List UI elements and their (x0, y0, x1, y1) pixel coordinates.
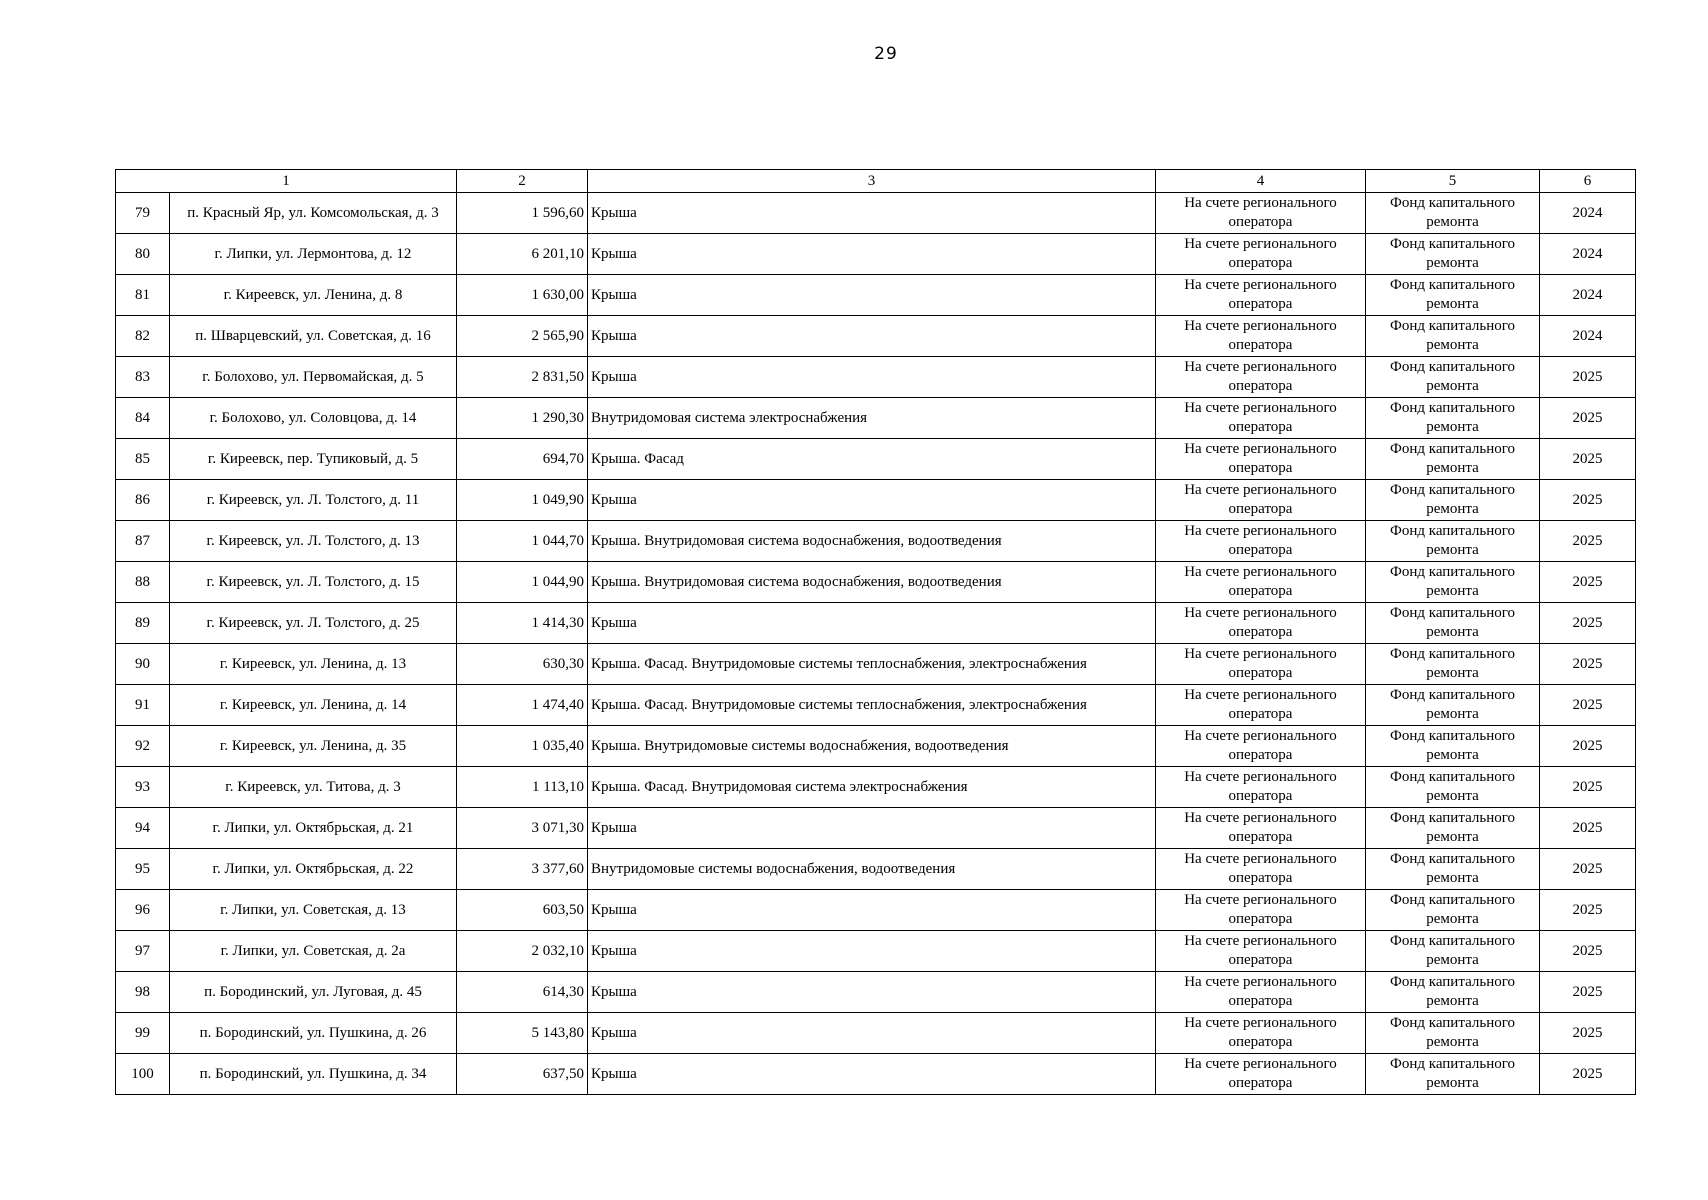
table-row (116, 644, 1636, 685)
area-cell: 1 049,90 (457, 480, 588, 521)
funding-source-cell: Фонд капитального ремонта (1366, 890, 1540, 931)
address-cell: г. Киреевск, ул. Титова, д. 3 (170, 767, 457, 808)
funding-source-cell: Фонд капитального ремонта (1366, 972, 1540, 1013)
row-number: 96 (116, 890, 170, 931)
table-row (116, 1013, 1636, 1054)
account-cell: На счете регионального оператора (1156, 193, 1366, 234)
column-number-2: 2 (457, 170, 588, 193)
table-row (116, 1054, 1636, 1095)
area-cell: 614,30 (457, 972, 588, 1013)
account-cell: На счете регионального оператора (1156, 644, 1366, 685)
table-row (116, 193, 1636, 234)
funding-source-cell: Фонд капитального ремонта (1366, 357, 1540, 398)
area-cell: 637,50 (457, 1054, 588, 1095)
row-number: 79 (116, 193, 170, 234)
table-row (116, 316, 1636, 357)
funding-source-cell: Фонд капитального ремонта (1366, 275, 1540, 316)
works-cell: Крыша (588, 1013, 1156, 1054)
row-number: 82 (116, 316, 170, 357)
year-cell: 2025 (1540, 890, 1636, 931)
year-cell: 2025 (1540, 603, 1636, 644)
funding-source-cell: Фонд капитального ремонта (1366, 398, 1540, 439)
table-row (116, 808, 1636, 849)
works-cell: Крыша (588, 275, 1156, 316)
year-cell: 2025 (1540, 808, 1636, 849)
works-cell: Крыша (588, 234, 1156, 275)
table-row (116, 480, 1636, 521)
table-row (116, 972, 1636, 1013)
address-cell: п. Красный Яр, ул. Комсомольская, д. 3 (170, 193, 457, 234)
works-cell: Крыша (588, 193, 1156, 234)
area-cell: 1 113,10 (457, 767, 588, 808)
area-cell: 603,50 (457, 890, 588, 931)
account-cell: На счете регионального оператора (1156, 316, 1366, 357)
address-cell: г. Киреевск, ул. Ленина, д. 13 (170, 644, 457, 685)
row-number: 87 (116, 521, 170, 562)
area-cell: 6 201,10 (457, 234, 588, 275)
funding-source-cell: Фонд капитального ремонта (1366, 767, 1540, 808)
account-cell: На счете регионального оператора (1156, 234, 1366, 275)
table-row (116, 562, 1636, 603)
row-number: 92 (116, 726, 170, 767)
funding-source-cell: Фонд капитального ремонта (1366, 562, 1540, 603)
row-number: 98 (116, 972, 170, 1013)
account-cell: На счете регионального оператора (1156, 726, 1366, 767)
address-cell: г. Липки, ул. Октябрьская, д. 22 (170, 849, 457, 890)
area-cell: 1 630,00 (457, 275, 588, 316)
row-number: 84 (116, 398, 170, 439)
works-cell: Крыша (588, 808, 1156, 849)
row-number: 86 (116, 480, 170, 521)
row-number: 99 (116, 1013, 170, 1054)
works-cell: Крыша (588, 972, 1156, 1013)
year-cell: 2024 (1540, 193, 1636, 234)
account-cell: На счете регионального оператора (1156, 972, 1366, 1013)
year-cell: 2025 (1540, 1054, 1636, 1095)
address-cell: г. Киреевск, ул. Ленина, д. 35 (170, 726, 457, 767)
column-number-row (116, 170, 1636, 193)
year-cell: 2024 (1540, 316, 1636, 357)
account-cell: На счете регионального оператора (1156, 1013, 1366, 1054)
address-cell: г. Болохово, ул. Соловцова, д. 14 (170, 398, 457, 439)
row-number: 85 (116, 439, 170, 480)
area-cell: 5 143,80 (457, 1013, 588, 1054)
address-cell: г. Киреевск, ул. Л. Толстого, д. 11 (170, 480, 457, 521)
account-cell: На счете регионального оператора (1156, 603, 1366, 644)
area-cell: 2 831,50 (457, 357, 588, 398)
year-cell: 2025 (1540, 357, 1636, 398)
area-cell: 1 474,40 (457, 685, 588, 726)
account-cell: На счете регионального оператора (1156, 890, 1366, 931)
funding-source-cell: Фонд капитального ремонта (1366, 234, 1540, 275)
address-cell: г. Болохово, ул. Первомайская, д. 5 (170, 357, 457, 398)
table-row (116, 398, 1636, 439)
account-cell: На счете регионального оператора (1156, 480, 1366, 521)
account-cell: На счете регионального оператора (1156, 275, 1366, 316)
account-cell: На счете регионального оператора (1156, 849, 1366, 890)
area-cell: 1 044,90 (457, 562, 588, 603)
works-cell: Крыша. Фасад. Внутридомовая система электроснабжения (588, 767, 1156, 808)
column-number-3: 3 (588, 170, 1156, 193)
table-row (116, 931, 1636, 972)
works-cell: Крыша (588, 931, 1156, 972)
account-cell: На счете регионального оператора (1156, 808, 1366, 849)
area-cell: 1 596,60 (457, 193, 588, 234)
row-number: 90 (116, 644, 170, 685)
year-cell: 2025 (1540, 644, 1636, 685)
row-number: 95 (116, 849, 170, 890)
address-cell: г. Липки, ул. Лермонтова, д. 12 (170, 234, 457, 275)
table-row (116, 439, 1636, 480)
area-cell: 1 290,30 (457, 398, 588, 439)
works-cell: Крыша. Внутридомовая система водоснабжения, водоотведения (588, 562, 1156, 603)
funding-source-cell: Фонд капитального ремонта (1366, 193, 1540, 234)
works-cell: Крыша. Фасад. Внутридомовые системы теплоснабжения, электроснабжения (588, 685, 1156, 726)
row-number: 83 (116, 357, 170, 398)
year-cell: 2024 (1540, 234, 1636, 275)
account-cell: На счете регионального оператора (1156, 562, 1366, 603)
funding-source-cell: Фонд капитального ремонта (1366, 931, 1540, 972)
year-cell: 2025 (1540, 767, 1636, 808)
column-number-1: 1 (116, 170, 457, 193)
works-cell: Крыша. Фасад (588, 439, 1156, 480)
address-cell: г. Киреевск, пер. Тупиковый, д. 5 (170, 439, 457, 480)
table-row (116, 726, 1636, 767)
account-cell: На счете регионального оператора (1156, 931, 1366, 972)
capital-repair-table (115, 169, 1636, 1095)
area-cell: 694,70 (457, 439, 588, 480)
account-cell: На счете регионального оператора (1156, 767, 1366, 808)
year-cell: 2025 (1540, 562, 1636, 603)
account-cell: На счете регионального оператора (1156, 685, 1366, 726)
address-cell: п. Бородинский, ул. Луговая, д. 45 (170, 972, 457, 1013)
table-row (116, 849, 1636, 890)
table-row (116, 890, 1636, 931)
works-cell: Крыша. Фасад. Внутридомовые системы теплоснабжения, электроснабжения (588, 644, 1156, 685)
works-cell: Внутридомовые системы водоснабжения, водоотведения (588, 849, 1156, 890)
funding-source-cell: Фонд капитального ремонта (1366, 316, 1540, 357)
funding-source-cell: Фонд капитального ремонта (1366, 1013, 1540, 1054)
funding-source-cell: Фонд капитального ремонта (1366, 1054, 1540, 1095)
account-cell: На счете регионального оператора (1156, 1054, 1366, 1095)
row-number: 89 (116, 603, 170, 644)
year-cell: 2025 (1540, 1013, 1636, 1054)
funding-source-cell: Фонд капитального ремонта (1366, 439, 1540, 480)
table-row (116, 767, 1636, 808)
works-cell: Внутридомовая система электроснабжения (588, 398, 1156, 439)
address-cell: п. Шварцевский, ул. Советская, д. 16 (170, 316, 457, 357)
table-header (116, 170, 1636, 193)
row-number: 81 (116, 275, 170, 316)
address-cell: п. Бородинский, ул. Пушкина, д. 34 (170, 1054, 457, 1095)
account-cell: На счете регионального оператора (1156, 521, 1366, 562)
address-cell: г. Киреевск, ул. Л. Толстого, д. 15 (170, 562, 457, 603)
column-number-4: 4 (1156, 170, 1366, 193)
table-row (116, 357, 1636, 398)
table-row (116, 275, 1636, 316)
funding-source-cell: Фонд капитального ремонта (1366, 480, 1540, 521)
address-cell: г. Липки, ул. Советская, д. 2а (170, 931, 457, 972)
column-number-5: 5 (1366, 170, 1540, 193)
funding-source-cell: Фонд капитального ремонта (1366, 685, 1540, 726)
works-cell: Крыша. Внутридомовые системы водоснабжения, водоотведения (588, 726, 1156, 767)
account-cell: На счете регионального оператора (1156, 357, 1366, 398)
page-number: 29 (874, 44, 898, 64)
funding-source-cell: Фонд капитального ремонта (1366, 644, 1540, 685)
row-number: 88 (116, 562, 170, 603)
table-row (116, 234, 1636, 275)
area-cell: 630,30 (457, 644, 588, 685)
works-cell: Крыша (588, 1054, 1156, 1095)
address-cell: г. Киреевск, ул. Ленина, д. 14 (170, 685, 457, 726)
year-cell: 2025 (1540, 972, 1636, 1013)
address-cell: п. Бородинский, ул. Пушкина, д. 26 (170, 1013, 457, 1054)
table-row (116, 603, 1636, 644)
funding-source-cell: Фонд капитального ремонта (1366, 603, 1540, 644)
row-number: 94 (116, 808, 170, 849)
year-cell: 2025 (1540, 439, 1636, 480)
funding-source-cell: Фонд капитального ремонта (1366, 521, 1540, 562)
year-cell: 2025 (1540, 398, 1636, 439)
funding-source-cell: Фонд капитального ремонта (1366, 726, 1540, 767)
area-cell: 3 377,60 (457, 849, 588, 890)
account-cell: На счете регионального оператора (1156, 398, 1366, 439)
row-number: 97 (116, 931, 170, 972)
year-cell: 2025 (1540, 521, 1636, 562)
area-cell: 3 071,30 (457, 808, 588, 849)
year-cell: 2025 (1540, 480, 1636, 521)
row-number: 93 (116, 767, 170, 808)
column-number-6: 6 (1540, 170, 1636, 193)
area-cell: 1 414,30 (457, 603, 588, 644)
area-cell: 2 032,10 (457, 931, 588, 972)
row-number: 80 (116, 234, 170, 275)
funding-source-cell: Фонд капитального ремонта (1366, 849, 1540, 890)
area-cell: 1 044,70 (457, 521, 588, 562)
table-body (116, 193, 1636, 1095)
year-cell: 2025 (1540, 726, 1636, 767)
account-cell: На счете регионального оператора (1156, 439, 1366, 480)
table-row (116, 685, 1636, 726)
year-cell: 2025 (1540, 685, 1636, 726)
year-cell: 2025 (1540, 931, 1636, 972)
works-cell: Крыша (588, 316, 1156, 357)
address-cell: г. Киреевск, ул. Ленина, д. 8 (170, 275, 457, 316)
works-cell: Крыша (588, 890, 1156, 931)
area-cell: 1 035,40 (457, 726, 588, 767)
address-cell: г. Киреевск, ул. Л. Толстого, д. 13 (170, 521, 457, 562)
address-cell: г. Липки, ул. Советская, д. 13 (170, 890, 457, 931)
area-cell: 2 565,90 (457, 316, 588, 357)
works-cell: Крыша (588, 603, 1156, 644)
year-cell: 2025 (1540, 849, 1636, 890)
year-cell: 2024 (1540, 275, 1636, 316)
address-cell: г. Киреевск, ул. Л. Толстого, д. 25 (170, 603, 457, 644)
funding-source-cell: Фонд капитального ремонта (1366, 808, 1540, 849)
row-number: 91 (116, 685, 170, 726)
table-row (116, 521, 1636, 562)
works-cell: Крыша. Внутридомовая система водоснабжения, водоотведения (588, 521, 1156, 562)
address-cell: г. Липки, ул. Октябрьская, д. 21 (170, 808, 457, 849)
works-cell: Крыша (588, 480, 1156, 521)
row-number: 100 (116, 1054, 170, 1095)
works-cell: Крыша (588, 357, 1156, 398)
